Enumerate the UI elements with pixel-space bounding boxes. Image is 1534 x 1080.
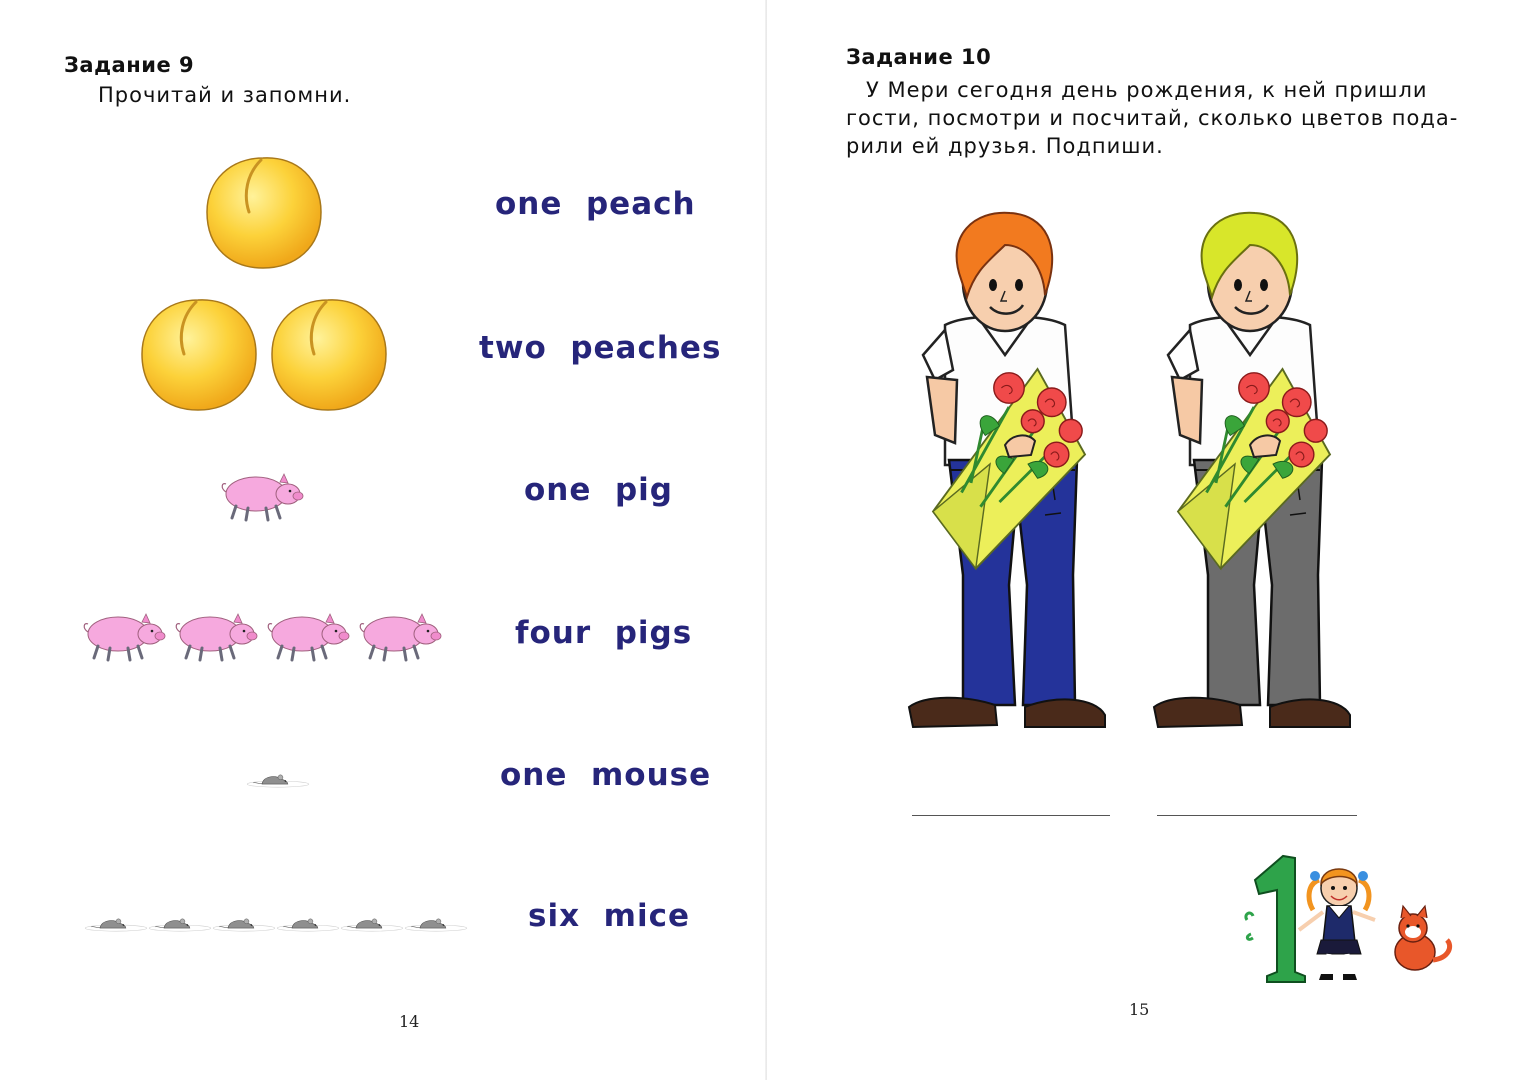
pig-icon (80, 612, 170, 664)
boy-with-bouquet-icon (1150, 205, 1380, 740)
pig-icon (264, 612, 354, 664)
peach-icon (203, 150, 327, 274)
word-six-mice: six mice (528, 898, 690, 934)
mouse-icon (246, 768, 310, 794)
number-one-girl-cat-icon (1243, 850, 1463, 985)
task-9-instruction: Прочитай и запомни. (98, 83, 352, 107)
word-one-peach: one peach (495, 186, 696, 222)
task-10-instruction (846, 76, 1466, 160)
peach-icon (138, 292, 262, 416)
word-one-mouse: one mouse (500, 757, 712, 793)
mouse-icon (276, 912, 340, 938)
mouse-icon (212, 912, 276, 938)
pig-icon (356, 612, 446, 664)
answer-line (1157, 815, 1357, 816)
mouse-icon (340, 912, 404, 938)
page-number-14: 14 (399, 1012, 420, 1031)
mouse-icon (404, 912, 468, 938)
boy-with-bouquet-icon (905, 205, 1135, 740)
task-9-title: Задание 9 (64, 53, 195, 77)
right-page (767, 0, 1534, 1080)
answer-line (912, 815, 1110, 816)
task-10-title: Задание 10 (846, 45, 992, 69)
instruction-line-2: гости, посмотри и посчитай, сколько цветов пода- (846, 106, 1459, 130)
mouse-icon (84, 912, 148, 938)
pig-icon (218, 472, 308, 524)
instruction-line-3: рили ей друзья. Подпиши. (846, 134, 1164, 158)
word-one-pig: one pig (524, 472, 673, 508)
instruction-line-1: У Мери сегодня день рождения, к ней пришли (866, 78, 1428, 102)
pig-icon (172, 612, 262, 664)
page-number-15: 15 (1129, 1000, 1150, 1019)
peach-icon (268, 292, 392, 416)
word-four-pigs: four pigs (515, 615, 693, 651)
word-two-peaches: two peaches (479, 330, 722, 366)
mouse-icon (148, 912, 212, 938)
